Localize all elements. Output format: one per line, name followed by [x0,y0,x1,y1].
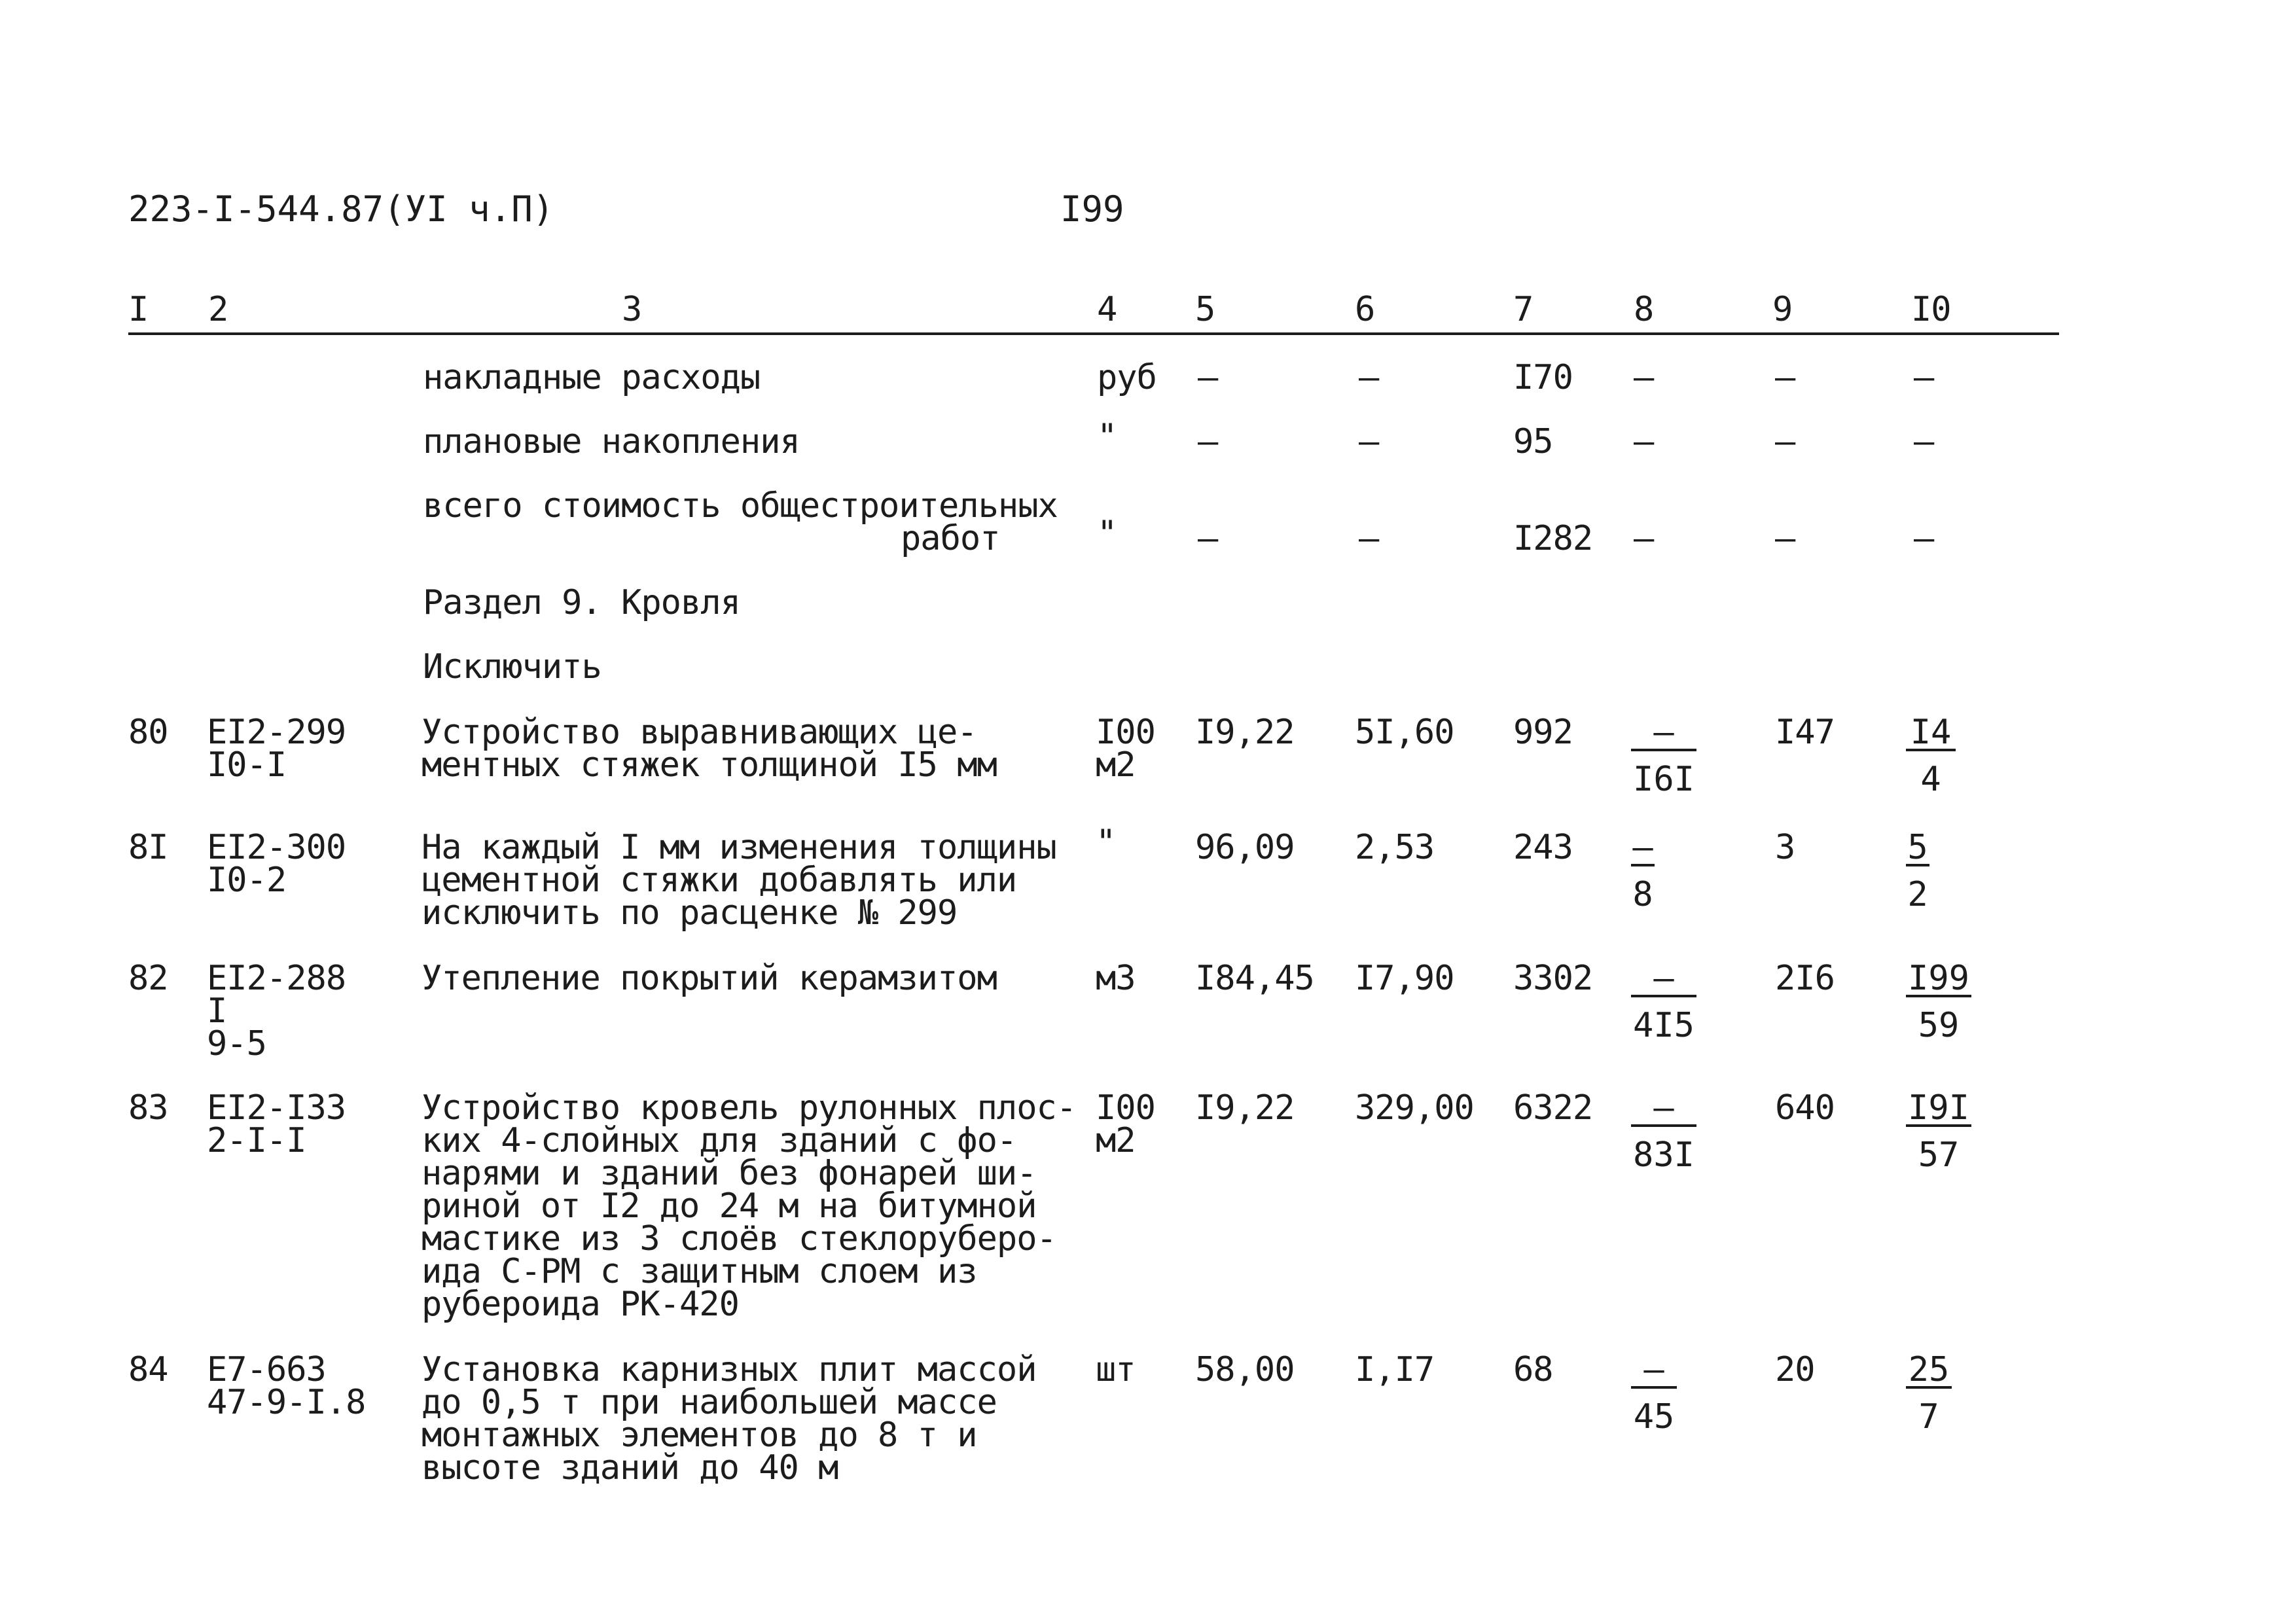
exclude-label: Исключить [423,647,601,687]
item-num: 80 [128,713,168,752]
item-c8-fraction [1631,828,1655,914]
fraction-denominator: 2 [1907,875,1928,914]
item-c6: 2,53 [1355,828,1435,867]
item-unit-line: м2 [1096,1121,1136,1160]
col-num-8: 8 [1634,290,1654,329]
item-c9: I47 [1775,713,1835,752]
item-c7: 68 [1513,1350,1553,1389]
item-c9: 2I6 [1775,959,1835,998]
col-num-7: 7 [1513,290,1534,329]
summary-desc-line2: работ [901,519,1000,558]
fraction-denominator: 59 [1918,1006,1960,1045]
item-num: 83 [128,1088,168,1128]
summary-desc-line1: всего стоимость общестроительных [423,486,1058,526]
item-desc-line: риной от I2 до 24 м на битумной [422,1186,1037,1226]
item-c8-fraction [1631,1350,1677,1436]
summary-desc: накладные расходы [423,358,761,397]
fraction-denominator: I6I [1633,760,1695,799]
item-c9: 640 [1775,1088,1835,1128]
summary-c6: – [1359,358,1379,397]
page-number: I99 [1060,188,1124,230]
item-c10-fraction [1906,713,1956,799]
item-c10-fraction [1906,1350,1952,1436]
item-code-line: E7-663 [207,1350,326,1389]
summary-c9: – [1775,519,1795,558]
item-num: 82 [128,959,168,998]
fraction-numerator: I9I [1906,1092,1971,1127]
col-num-5: 5 [1195,290,1215,329]
item-code-line: I0-I [207,745,287,785]
item-desc-line: нарями и зданий без фонарей ши- [422,1154,1037,1193]
summary-c9: – [1775,358,1795,397]
item-c8-fraction [1631,1088,1696,1175]
fraction-numerator: I99 [1906,962,1971,997]
fraction-numerator: – [1631,1353,1677,1389]
item-code-line: EI2-300 [207,828,346,867]
item-desc-line: ких 4-слойных для зданий с фо- [422,1121,1017,1160]
fraction-numerator: – [1631,831,1655,866]
item-desc-line: рубероида РК-420 [422,1285,739,1324]
item-desc-line: Установка карнизных плит массой [422,1350,1037,1389]
item-desc-line: исключить по расценке № 299 [422,893,958,933]
fraction-denominator: 4 [1920,760,1941,799]
summary-c6: – [1359,519,1379,558]
summary-c7: 95 [1513,422,1553,461]
fraction-denominator: 57 [1918,1135,1960,1175]
col-num-3: 3 [622,290,642,329]
item-c5: I9,22 [1195,1088,1295,1128]
item-num: 8I [128,828,168,867]
summary-desc: плановые накопления [423,422,800,461]
fraction-numerator: – [1631,716,1696,751]
item-desc-line: ментных стяжек толщиной I5 мм [422,745,997,785]
item-code-line: EI2-I33 [207,1088,346,1128]
item-desc-line: На каждый I мм изменения толщины [422,828,1056,867]
doc-code: 223-I-544.87(УI ч.П) [128,188,554,230]
fraction-denominator: 4I5 [1633,1006,1695,1045]
item-c5: I9,22 [1195,713,1295,752]
item-code-line: I [207,991,227,1031]
item-code-line: 2-I-I [207,1121,306,1160]
item-c7: 3302 [1513,959,1593,998]
item-c6: I,I7 [1355,1350,1435,1389]
item-unit-line: м2 [1096,745,1136,785]
fraction-denominator: 8 [1632,875,1653,914]
item-num: 84 [128,1350,168,1389]
fraction-numerator: – [1631,1092,1696,1127]
summary-c8: – [1634,358,1654,397]
summary-c10: – [1914,358,1934,397]
item-c10-fraction [1906,959,1971,1045]
item-c6: 5I,60 [1355,713,1454,752]
section-title: Раздел 9. Кровля [423,583,740,622]
item-unit-line: м3 [1096,959,1136,998]
item-c10-fraction [1906,828,1929,914]
item-desc-line: мастике из 3 слоёв стеклоруберо- [422,1219,1056,1258]
fraction-numerator: 5 [1906,831,1929,866]
fraction-denominator: 83I [1633,1135,1695,1175]
item-c6: I7,90 [1355,959,1454,998]
item-c9: 20 [1775,1350,1815,1389]
item-desc-line: до 0,5 т при наибольшей массе [422,1383,997,1422]
item-code-line: EI2-299 [207,713,346,752]
item-desc-line: цементной стяжки добавлять или [422,861,1017,900]
summary-c8: – [1634,519,1654,558]
item-code-line: EI2-288 [207,959,346,998]
item-desc-line: монтажных элементов до 8 т и [422,1416,977,1455]
summary-c9: – [1775,422,1795,461]
summary-c5: – [1198,519,1218,558]
item-desc-line: Устройство выравнивающих це- [422,713,977,752]
item-desc-line: Утепление покрытий керамзитом [422,959,997,998]
summary-c7: I282 [1513,519,1593,558]
summary-c10: – [1914,519,1934,558]
item-unit-line: I00 [1096,713,1155,752]
item-c5: 58,00 [1195,1350,1295,1389]
col-num-9: 9 [1772,290,1793,329]
fraction-numerator: I4 [1906,716,1956,751]
item-c5: I84,45 [1195,959,1314,998]
item-unit-line: " [1096,823,1116,862]
summary-unit: " [1097,514,1117,553]
summary-c7: I70 [1513,358,1573,397]
header-rule [128,332,2059,335]
item-c8-fraction [1631,959,1696,1045]
fraction-numerator: – [1631,962,1696,997]
item-code-line: 47-9-I.8 [207,1383,366,1422]
fraction-numerator: 25 [1906,1353,1952,1389]
summary-c6: – [1359,422,1379,461]
item-c7: 6322 [1513,1088,1593,1128]
item-c6: 329,00 [1355,1088,1474,1128]
item-c10-fraction [1906,1088,1971,1175]
item-c7: 243 [1513,828,1573,867]
fraction-denominator: 45 [1633,1397,1675,1436]
item-desc-line: Устройство кровель рулонных плос- [422,1088,1077,1128]
summary-c5: – [1198,422,1218,461]
item-desc-line: ида С-РМ с защитным слоем из [422,1252,977,1291]
summary-unit: руб [1097,358,1157,397]
summary-c8: – [1634,422,1654,461]
col-num-10: I0 [1911,290,1951,329]
item-c5: 96,09 [1195,828,1295,867]
col-num-6: 6 [1355,290,1375,329]
item-code-line: 9-5 [207,1024,266,1063]
fraction-denominator: 7 [1918,1397,1939,1436]
item-desc-line: высоте зданий до 40 м [422,1448,838,1488]
summary-c10: – [1914,422,1934,461]
summary-c5: – [1198,358,1218,397]
col-num-4: 4 [1097,290,1117,329]
item-c7: 992 [1513,713,1573,752]
item-c9: 3 [1775,828,1795,867]
item-code-line: I0-2 [207,861,287,900]
item-unit-line: I00 [1096,1088,1155,1128]
item-c8-fraction [1631,713,1696,799]
item-unit-line: шт [1096,1350,1136,1389]
summary-unit: " [1097,417,1117,456]
col-num-1: I [128,290,149,329]
col-num-2: 2 [208,290,228,329]
